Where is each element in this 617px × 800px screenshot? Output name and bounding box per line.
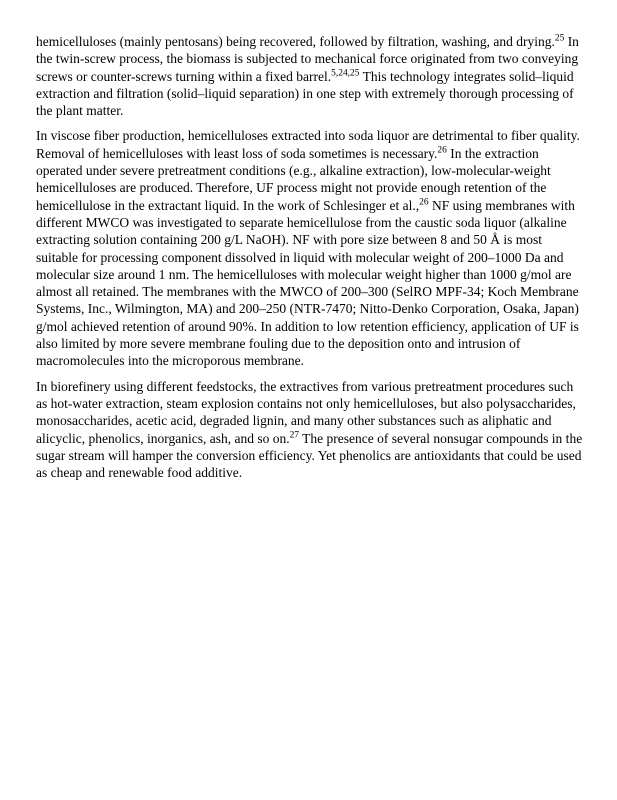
text-run: The presence of several nonsugar compounds in the sugar stream will hamper the conversion efficiency. Yet phenolics are antioxidants that could be used as cheap and renewable food additive.	[36, 430, 583, 481]
citation-reference: 26	[437, 145, 447, 156]
text-run: hemicelluloses (mainly pentosans) being recovered, followed by filtration, washing, and drying.	[36, 34, 555, 49]
citation-reference: 26	[419, 197, 429, 208]
text-run: In the twin-screw process, the biomass is subjected to mechanical force originated from two conveying screws or counter-screws turning within a fixed barrel.	[36, 34, 579, 84]
text-run: In biorefinery using different feedstocks, the extractives from various pretreatment procedures such as hot-water extraction, steam explosion contains not only hemicelluloses, but also polysaccharides, monosaccharides, acetic acid, degraded lignin, and many other substances such as aliphatic and alicyclic, phenolics, inorganics, ash, and so on.	[36, 378, 576, 446]
page-content	[36, 33, 584, 489]
citation-reference: 5,24,25	[331, 68, 360, 79]
text-run: In viscose fiber production, hemicelluloses extracted into soda liquor are detrimental to fiber quality. Removal of hemicelluloses with least loss of soda sometimes is necessary.	[36, 128, 580, 161]
text-run: NF using membranes with different MWCO was investigated to separate hemicellulose from the caustic soda liquor (alkaline extracting solution containing 200 g/L NaOH). NF with pore size between 8 and 50 Å is most suitable for processing component dissolved in liquid with molecular weight of 200–1000 Da and molecular size around 1 nm. The hemicelluloses with molecular weight higher than 1000 g/mol are almost all retained. The membranes with the MWCO of 200–300 (SelRO MPF-34; Koch Membrane Systems, Inc., Wilmington, MA) and 200–250 (NTR-7470; Nitto-Denko Corporation, Osaka, Japan) g/mol achieved retention of around 90%. In addition to low retention efficiency, application of UF is also limited by more severe membrane fouling due to the deposition onto and intrusion of macromolecules into the microporous membrane.	[36, 197, 579, 369]
citation-reference: 25	[554, 33, 565, 44]
paragraph	[36, 378, 584, 482]
text-run: In the extraction operated under severe pretreatment conditions (e.g., alkaline extraction), low-molecular-weight hemicelluloses are produced. Therefore, UF process might not provide enough retention of the hemicellulose in the extractant liquid. In the work of Schlesinger et al.,	[36, 145, 551, 213]
citation-reference: 27	[289, 430, 300, 441]
paragraph	[36, 127, 584, 369]
paragraph	[36, 33, 584, 119]
text-run: This technology integrates solid–liquid extraction and filtration (solid–liquid separation) in one step with extremely thorough processing of the plant matter.	[36, 68, 574, 119]
